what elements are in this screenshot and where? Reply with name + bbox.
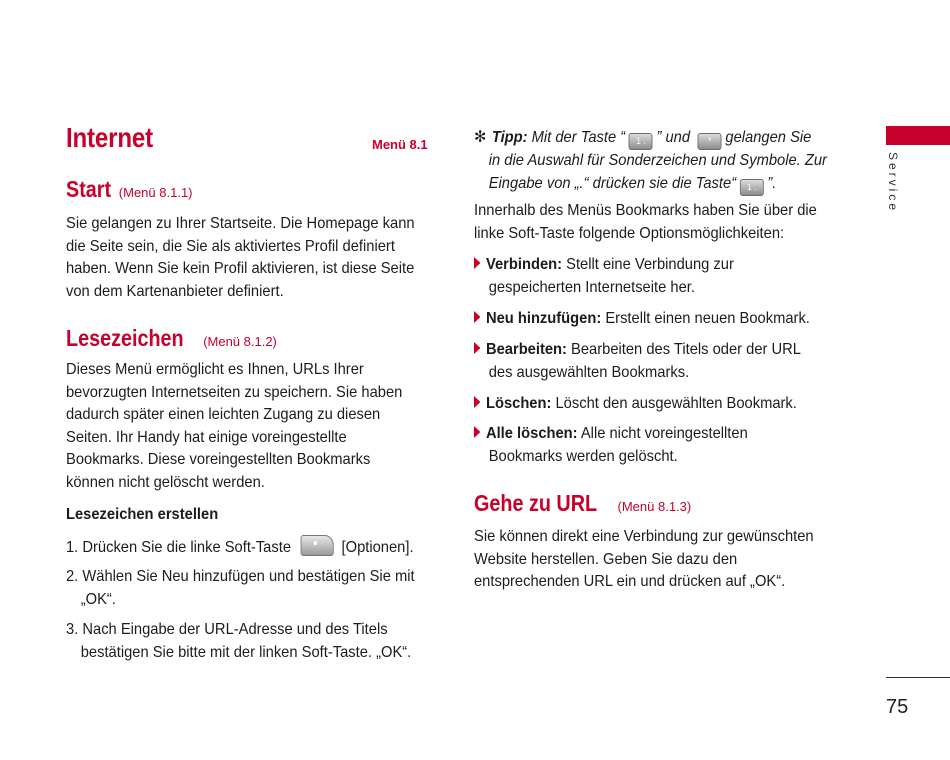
text-line: Seiten. Ihr Handy hat einige voreingestellte: [66, 428, 347, 446]
bookmarks-paragraph: [66, 359, 402, 494]
heading-menu-ref: (Menü 8.1.3): [617, 499, 692, 514]
text-line: können nicht gelöscht werden.: [66, 473, 265, 491]
option-item-verbinden: [474, 254, 734, 299]
option-text-cont: Bookmarks werden gelöscht.: [488, 447, 678, 465]
create-bookmark-heading: Lesezeichen erstellen: [66, 506, 219, 523]
heading-menu-ref: (Menü 8.1.2): [203, 334, 277, 349]
menu-reference: Menü 8.1: [372, 137, 428, 152]
heading-text: Gehe zu URL: [474, 490, 598, 516]
tip-text: Mit der Taste “: [531, 129, 626, 146]
page-number: 75: [886, 696, 909, 718]
chapter-tab: [886, 126, 950, 145]
step-text-cont: bestätigen Sie bitte mit der linken Soft-Taste. „OK“.: [80, 643, 412, 661]
step-text: Drücken Sie die linke Soft-Taste: [82, 539, 292, 556]
asterisk-icon: ✻: [474, 129, 487, 146]
start-paragraph: [66, 213, 415, 303]
option-term: Verbinden:: [485, 256, 563, 273]
option-text: Löscht den ausgewählten Bookmark.: [555, 395, 797, 412]
tip-text: gelangen Sie: [725, 129, 812, 146]
section-heading-bookmarks: [66, 325, 277, 352]
text-line: Sie gelangen zu Ihrer Startseite. Die Homepage kann: [66, 215, 415, 232]
text-line: Bookmarks. Diese voreingestellten Bookmarks: [66, 451, 371, 468]
option-item-bearbeiten: [474, 339, 801, 384]
option-term: Bearbeiten:: [485, 341, 567, 358]
step-text: Wählen Sie Neu hinzufügen und bestätigen Sie mit: [82, 568, 415, 585]
page-divider: [886, 677, 950, 678]
options-intro: [474, 200, 817, 245]
step-number: 2.: [66, 568, 79, 585]
heading-text: Lesezeichen: [66, 325, 184, 351]
option-text: Erstellt einen neuen Bookmark.: [605, 310, 810, 327]
step-text: Nach Eingabe der URL-Adresse und des Titels: [82, 621, 388, 638]
chapter-label: Service: [886, 152, 900, 214]
option-text-cont: gespeicherten Internetseite her.: [488, 278, 695, 296]
goto-paragraph: [474, 526, 814, 594]
text-line: Dieses Menü ermöglicht es Ihnen, URLs Ihrer: [66, 361, 364, 378]
tip-text: ” und: [656, 129, 691, 146]
option-term: Löschen:: [485, 395, 552, 412]
text-line: bevorzugten Internetseiten zu speichern. Sie haben: [66, 383, 403, 401]
option-item-neu: [474, 308, 810, 331]
tip-text: in die Auswahl für Sonderzeichen und Symbole. Zur: [488, 152, 827, 169]
step-1: [66, 535, 414, 560]
text-line: die Seite sein, die Sie als aktiviertes Profil definiert: [66, 237, 395, 255]
tip-text: ”.: [767, 174, 777, 192]
text-line: von dem Kartenanbieter definiert.: [66, 282, 284, 300]
key-star-icon: *: [698, 133, 722, 150]
text-line: linke Soft-Taste folgende Optionsmöglichkeiten:: [474, 224, 785, 242]
arrow-bullet-icon: [474, 257, 480, 269]
left-soft-key-icon: [301, 535, 334, 556]
step-2: [66, 566, 415, 611]
tip-box: [474, 127, 827, 196]
text-line: entsprechenden URL ein und drücken auf „OK“.: [474, 573, 786, 590]
option-item-loeschen: [474, 393, 797, 416]
text-line: Innerhalb des Menüs Bookmarks haben Sie über die: [474, 202, 817, 219]
step-number: 3.: [66, 621, 79, 638]
step-3: [66, 619, 411, 664]
option-term: Neu hinzufügen:: [485, 310, 602, 327]
arrow-bullet-icon: [474, 396, 480, 408]
arrow-bullet-icon: [474, 426, 480, 438]
step-number: 1.: [66, 539, 79, 556]
page-title: Internet: [66, 122, 153, 153]
section-heading-goto-url: [474, 490, 691, 517]
option-text: Alle nicht voreingestellten: [580, 425, 748, 442]
text-line: Website herstellen. Geben Sie dazu den: [474, 550, 738, 568]
option-text-cont: des ausgewählten Bookmarks.: [488, 363, 690, 381]
section-heading-start: [66, 176, 193, 203]
heading-menu-ref: (Menü 8.1.1): [118, 185, 193, 200]
option-item-alle-loeschen: [474, 423, 748, 468]
option-text: Stellt eine Verbindung zur: [566, 256, 734, 273]
heading-text: Start: [66, 176, 112, 202]
option-text: Bearbeiten des Titels oder der URL: [571, 341, 801, 358]
tip-text: Eingabe von „.“ drücken sie die Taste“: [488, 174, 737, 192]
key-1-icon: 1 .: [629, 133, 653, 150]
text-line: haben. Wenn Sie kein Profil aktivieren, ist diese Seite: [66, 260, 415, 277]
arrow-bullet-icon: [474, 342, 480, 354]
tip-label: Tipp:: [491, 129, 528, 146]
step-text-after: [Optionen].: [341, 539, 414, 556]
arrow-bullet-icon: [474, 311, 480, 323]
text-line: Sie können direkt eine Verbindung zur gewünschten: [474, 528, 814, 545]
option-term: Alle löschen:: [485, 425, 578, 442]
text-line: dadurch später einen leichten Zugang zu diesen: [66, 406, 381, 423]
key-1-icon: 1 .: [740, 179, 764, 196]
step-text-cont: „OK“.: [80, 590, 116, 608]
